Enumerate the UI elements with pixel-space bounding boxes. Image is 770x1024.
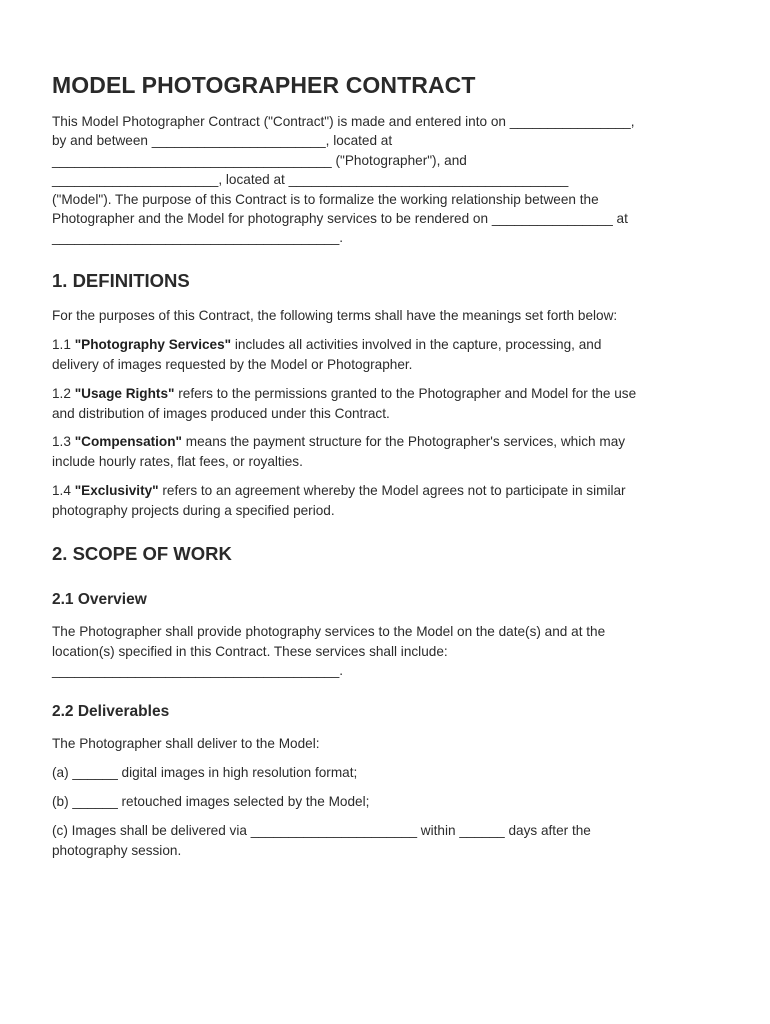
definition-text: and distribution of images produced under this Contract.	[52, 405, 390, 421]
deliverables-intro-text: The Photographer shall deliver to the Model:	[52, 736, 320, 751]
subsection-heading-deliverables: 2.2 Deliverables	[52, 703, 170, 720]
definition-text: means the payment structure for the Photographer's services, which may	[181, 434, 626, 449]
overview-line: The Photographer shall provide photography services to the Model on the date(s) and at the	[52, 624, 606, 639]
deliverable-text: (a) ______ digital images in high resolution format;	[52, 765, 358, 780]
overview-paragraph	[52, 622, 724, 681]
definition-text: refers to the permissions granted to the Photographer and Model for the use	[174, 386, 637, 401]
definition-number: 1.1	[52, 337, 71, 352]
section-heading-scope: 2. SCOPE OF WORK	[52, 543, 232, 564]
section-heading-definitions: 1. DEFINITIONS	[52, 270, 190, 291]
intro-line: Photographer and the Model for photography services to be rendered on ________________ at	[52, 211, 628, 227]
intro-line: ______________________, located at _____________________________________	[52, 172, 569, 188]
definition-number: 1.4	[52, 483, 71, 498]
deliverables-intro	[52, 734, 724, 754]
definition-term: "Photography Services"	[74, 337, 232, 352]
intro-line: by and between _______________________, located at	[52, 133, 393, 149]
overview-line: ______________________________________.	[52, 663, 344, 679]
definition-number: 1.2	[52, 386, 71, 401]
intro-line: _____________________________________ ("Photographer"), and	[52, 152, 467, 168]
intro-paragraph	[52, 112, 724, 248]
definition-term: "Exclusivity"	[74, 483, 159, 498]
deliverable-item-b	[52, 792, 724, 812]
deliverable-text: (b) ______ retouched images selected by the Model;	[52, 794, 370, 809]
definition-text: include hourly rates, flat fees, or royalties.	[52, 453, 303, 469]
definition-item	[52, 384, 724, 423]
definition-item	[52, 335, 724, 374]
definition-text: refers to an agreement whereby the Model agrees not to participate in similar	[158, 483, 626, 498]
document-title: MODEL PHOTOGRAPHER CONTRACT	[52, 72, 476, 98]
overview-line: location(s) specified in this Contract. These services shall include:	[52, 643, 448, 659]
definition-text: delivery of images requested by the Model or Photographer.	[52, 356, 413, 372]
intro-line: ______________________________________.	[52, 230, 344, 246]
deliverable-text: photography session.	[52, 842, 182, 858]
intro-line: This Model Photographer Contract ("Contract") is made and entered into on ________________,	[52, 114, 635, 129]
definitions-intro-text: For the purposes of this Contract, the following terms shall have the meanings set forth below:	[52, 308, 618, 323]
definition-text: photography projects during a specified period.	[52, 502, 335, 518]
definition-term: "Compensation"	[74, 434, 182, 449]
deliverable-text: (c) Images shall be delivered via ______________________ within ______ days after the	[52, 823, 591, 838]
deliverable-item-a	[52, 763, 724, 783]
definition-text: includes all activities involved in the capture, processing, and	[231, 337, 602, 352]
deliverable-item-c	[52, 821, 724, 860]
definitions-intro	[52, 306, 724, 326]
intro-line: ("Model"). The purpose of this Contract is to formalize the working relationship between the	[52, 191, 599, 207]
definition-item	[52, 481, 724, 520]
definition-number: 1.3	[52, 434, 71, 449]
definition-term: "Usage Rights"	[74, 386, 175, 401]
subsection-heading-overview: 2.1 Overview	[52, 591, 147, 608]
definition-item	[52, 432, 724, 471]
